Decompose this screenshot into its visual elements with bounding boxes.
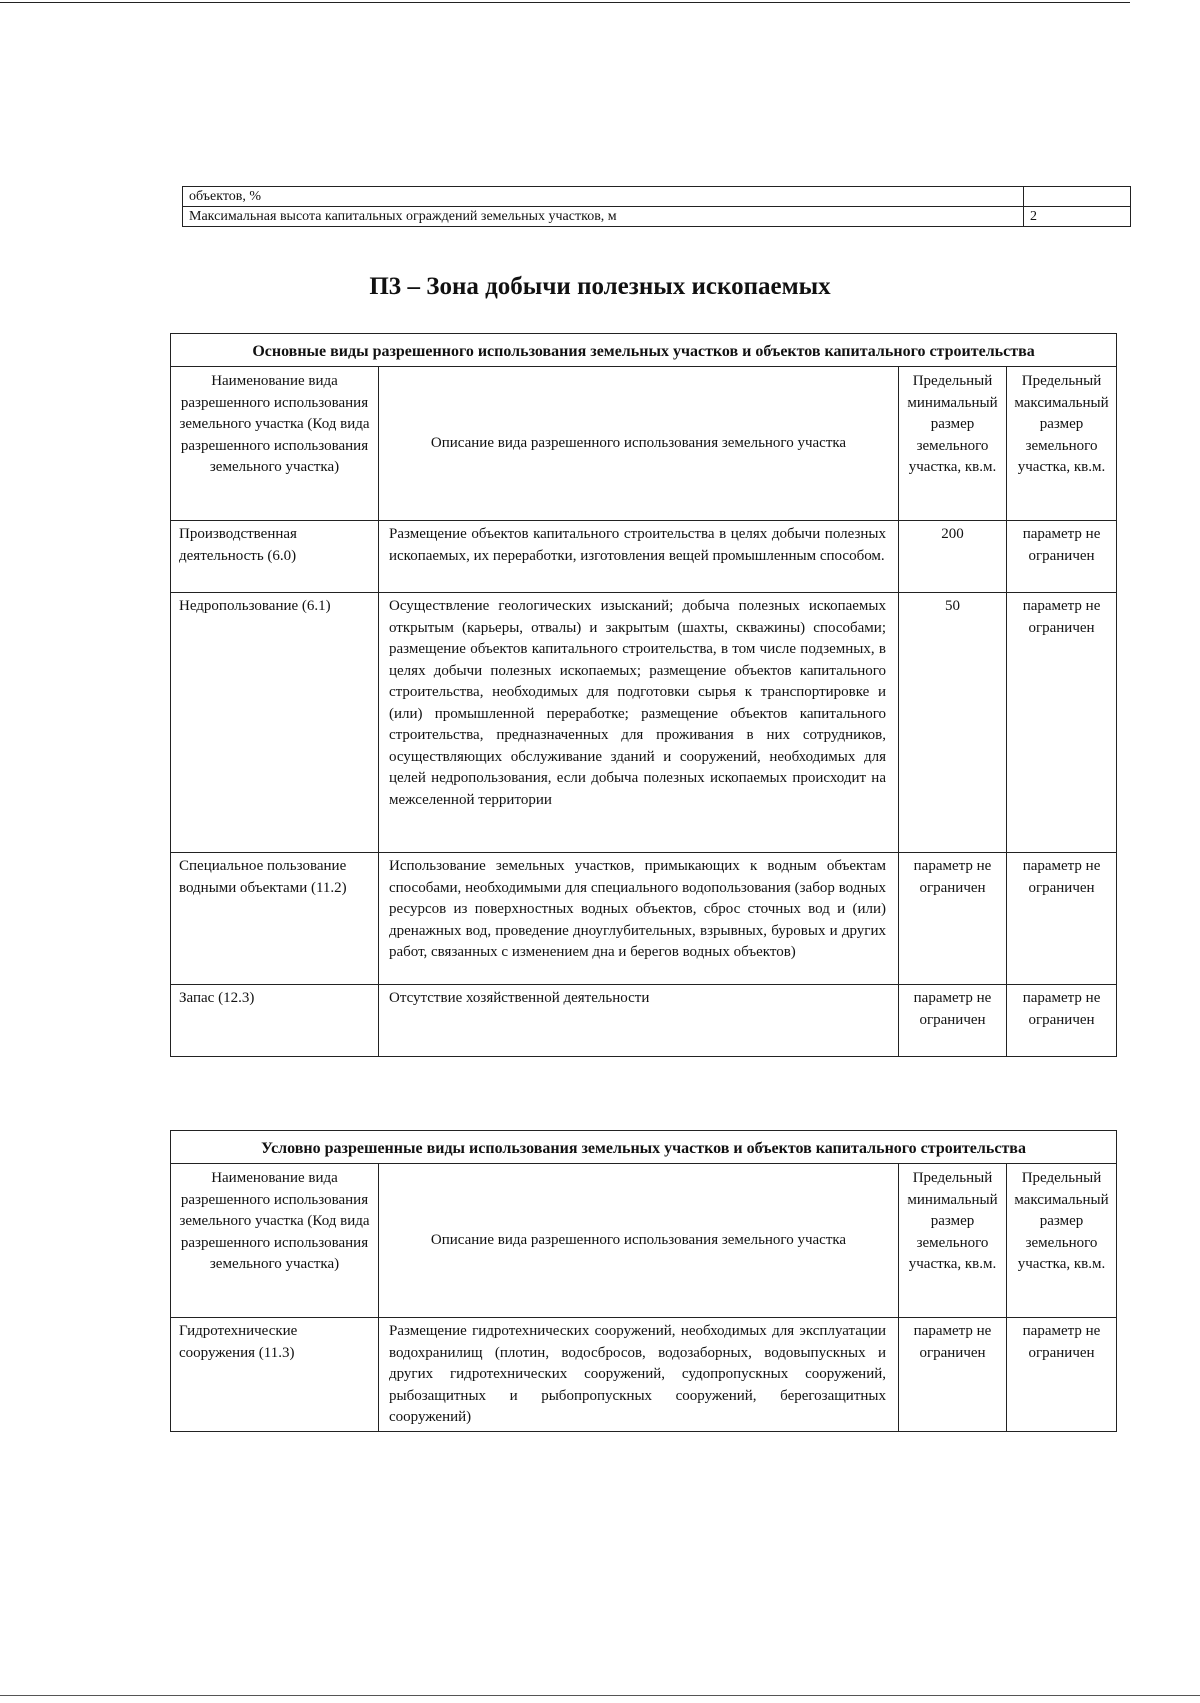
column-header-min-size: Предельный минимальный размер земельного участка, кв.м.: [899, 367, 1007, 521]
page-top-edge: [0, 2, 1130, 3]
column-header-max-size: Предельный максимальный размер земельного участка, кв.м.: [1007, 1164, 1117, 1318]
min-size: 50: [899, 593, 1007, 853]
table-caption-row: [171, 334, 1117, 367]
zone-title: П3 – Зона добычи полезных ископаемых: [369, 273, 831, 300]
column-header-description: Описание вида разрешенного использования земельного участка: [379, 367, 899, 521]
min-size: 200: [899, 521, 1007, 593]
min-size: параметр не ограничен: [899, 985, 1007, 1057]
table-row: [171, 985, 1117, 1057]
max-size: параметр не ограничен: [1007, 521, 1117, 593]
use-name: Гидротехнические сооружения (11.3): [171, 1318, 379, 1432]
use-description: Размещение объектов капитального строительства в целях добычи полезных ископаемых, их переработки, изготовления вещей промышленным способом.: [379, 521, 899, 593]
column-header-name: Наименование вида разрешенного использования земельного участка (Код вида разрешенного использования земельного участка): [171, 1164, 379, 1318]
use-description: Отсутствие хозяйственной деятельности: [379, 985, 899, 1057]
max-size: параметр не ограничен: [1007, 593, 1117, 853]
use-name: Запас (12.3): [171, 985, 379, 1057]
use-description: Осуществление геологических изысканий; добыча полезных ископаемых открытым (карьеры, отвалы) и закрытым (шахты, скважины) способами; размещение объектов капитального строительства, в том числе подземных, в целях добычи полезных ископаемых; размещение объектов капитального строительства, необходимых для подготовки сырья к транспортировке и (или) промышленной переработке; размещение объектов капитального строительства, предназначенных для проживания в них сотрудников, осуществляющих обслуживание зданий и сооружений, необходимых для целей недропользования, если добыча полезных ископаемых происходит на межселенной территории: [379, 593, 899, 853]
use-description: Размещение гидротехнических сооружений, необходимых для эксплуатации водохранилищ (плотин, водосбросов, водозаборных, водовыпускных и других гидротехнических сооружений, судопропускных сооружений, рыбозащитных и рыбопропускных сооружений, берегозащитных сооружений): [379, 1318, 899, 1432]
parameter-value: [1024, 187, 1131, 207]
column-header-name: Наименование вида разрешенного использования земельного участка (Код вида разрешенного использования земельного участка): [171, 367, 379, 521]
main-uses-table: [170, 333, 1117, 1057]
conditional-uses-table: [170, 1130, 1117, 1432]
parameter-value: 2: [1024, 207, 1131, 227]
use-name: Специальное пользование водными объектами (11.2): [171, 853, 379, 985]
table-caption: Основные виды разрешенного использования земельных участков и объектов капитального строительства: [171, 334, 1117, 367]
table-row: [171, 853, 1117, 985]
table-row: [183, 207, 1131, 227]
use-description: Использование земельных участков, примыкающих к водным объектам способами, необходимыми для специального водопользования (забор водных ресурсов из поверхностных водных объектов, сброс сточных вод и (или) дренажных вод, проведение дноуглубительных, взрывных, буровых и других работ, связанных с изменением дна и берегов водных объектов): [379, 853, 899, 985]
parameter-label: Максимальная высота капитальных ограждений земельных участков, м: [183, 207, 1024, 227]
min-size: параметр не ограничен: [899, 853, 1007, 985]
max-size: параметр не ограничен: [1007, 853, 1117, 985]
max-size: параметр не ограничен: [1007, 985, 1117, 1057]
page-bottom-edge: [0, 1695, 1200, 1696]
max-size: параметр не ограничен: [1007, 1318, 1117, 1432]
use-name: Недропользование (6.1): [171, 593, 379, 853]
use-name: Производственная деятельность (6.0): [171, 521, 379, 593]
parameter-label: объектов, %: [183, 187, 1024, 207]
table-row: [171, 521, 1117, 593]
table-row: [171, 1318, 1117, 1432]
column-header-description: Описание вида разрешенного использования земельного участка: [379, 1164, 899, 1318]
table-header-row: [171, 367, 1117, 521]
table-row: [171, 593, 1117, 853]
min-size: параметр не ограничен: [899, 1318, 1007, 1432]
column-header-min-size: Предельный минимальный размер земельного участка, кв.м.: [899, 1164, 1007, 1318]
table-header-row: [171, 1164, 1117, 1318]
table-caption: Условно разрешенные виды использования земельных участков и объектов капитального строительства: [171, 1131, 1117, 1164]
previous-zone-parameters-table: [182, 186, 1131, 227]
table-caption-row: [171, 1131, 1117, 1164]
table-row: [183, 187, 1131, 207]
column-header-max-size: Предельный максимальный размер земельного участка, кв.м.: [1007, 367, 1117, 521]
